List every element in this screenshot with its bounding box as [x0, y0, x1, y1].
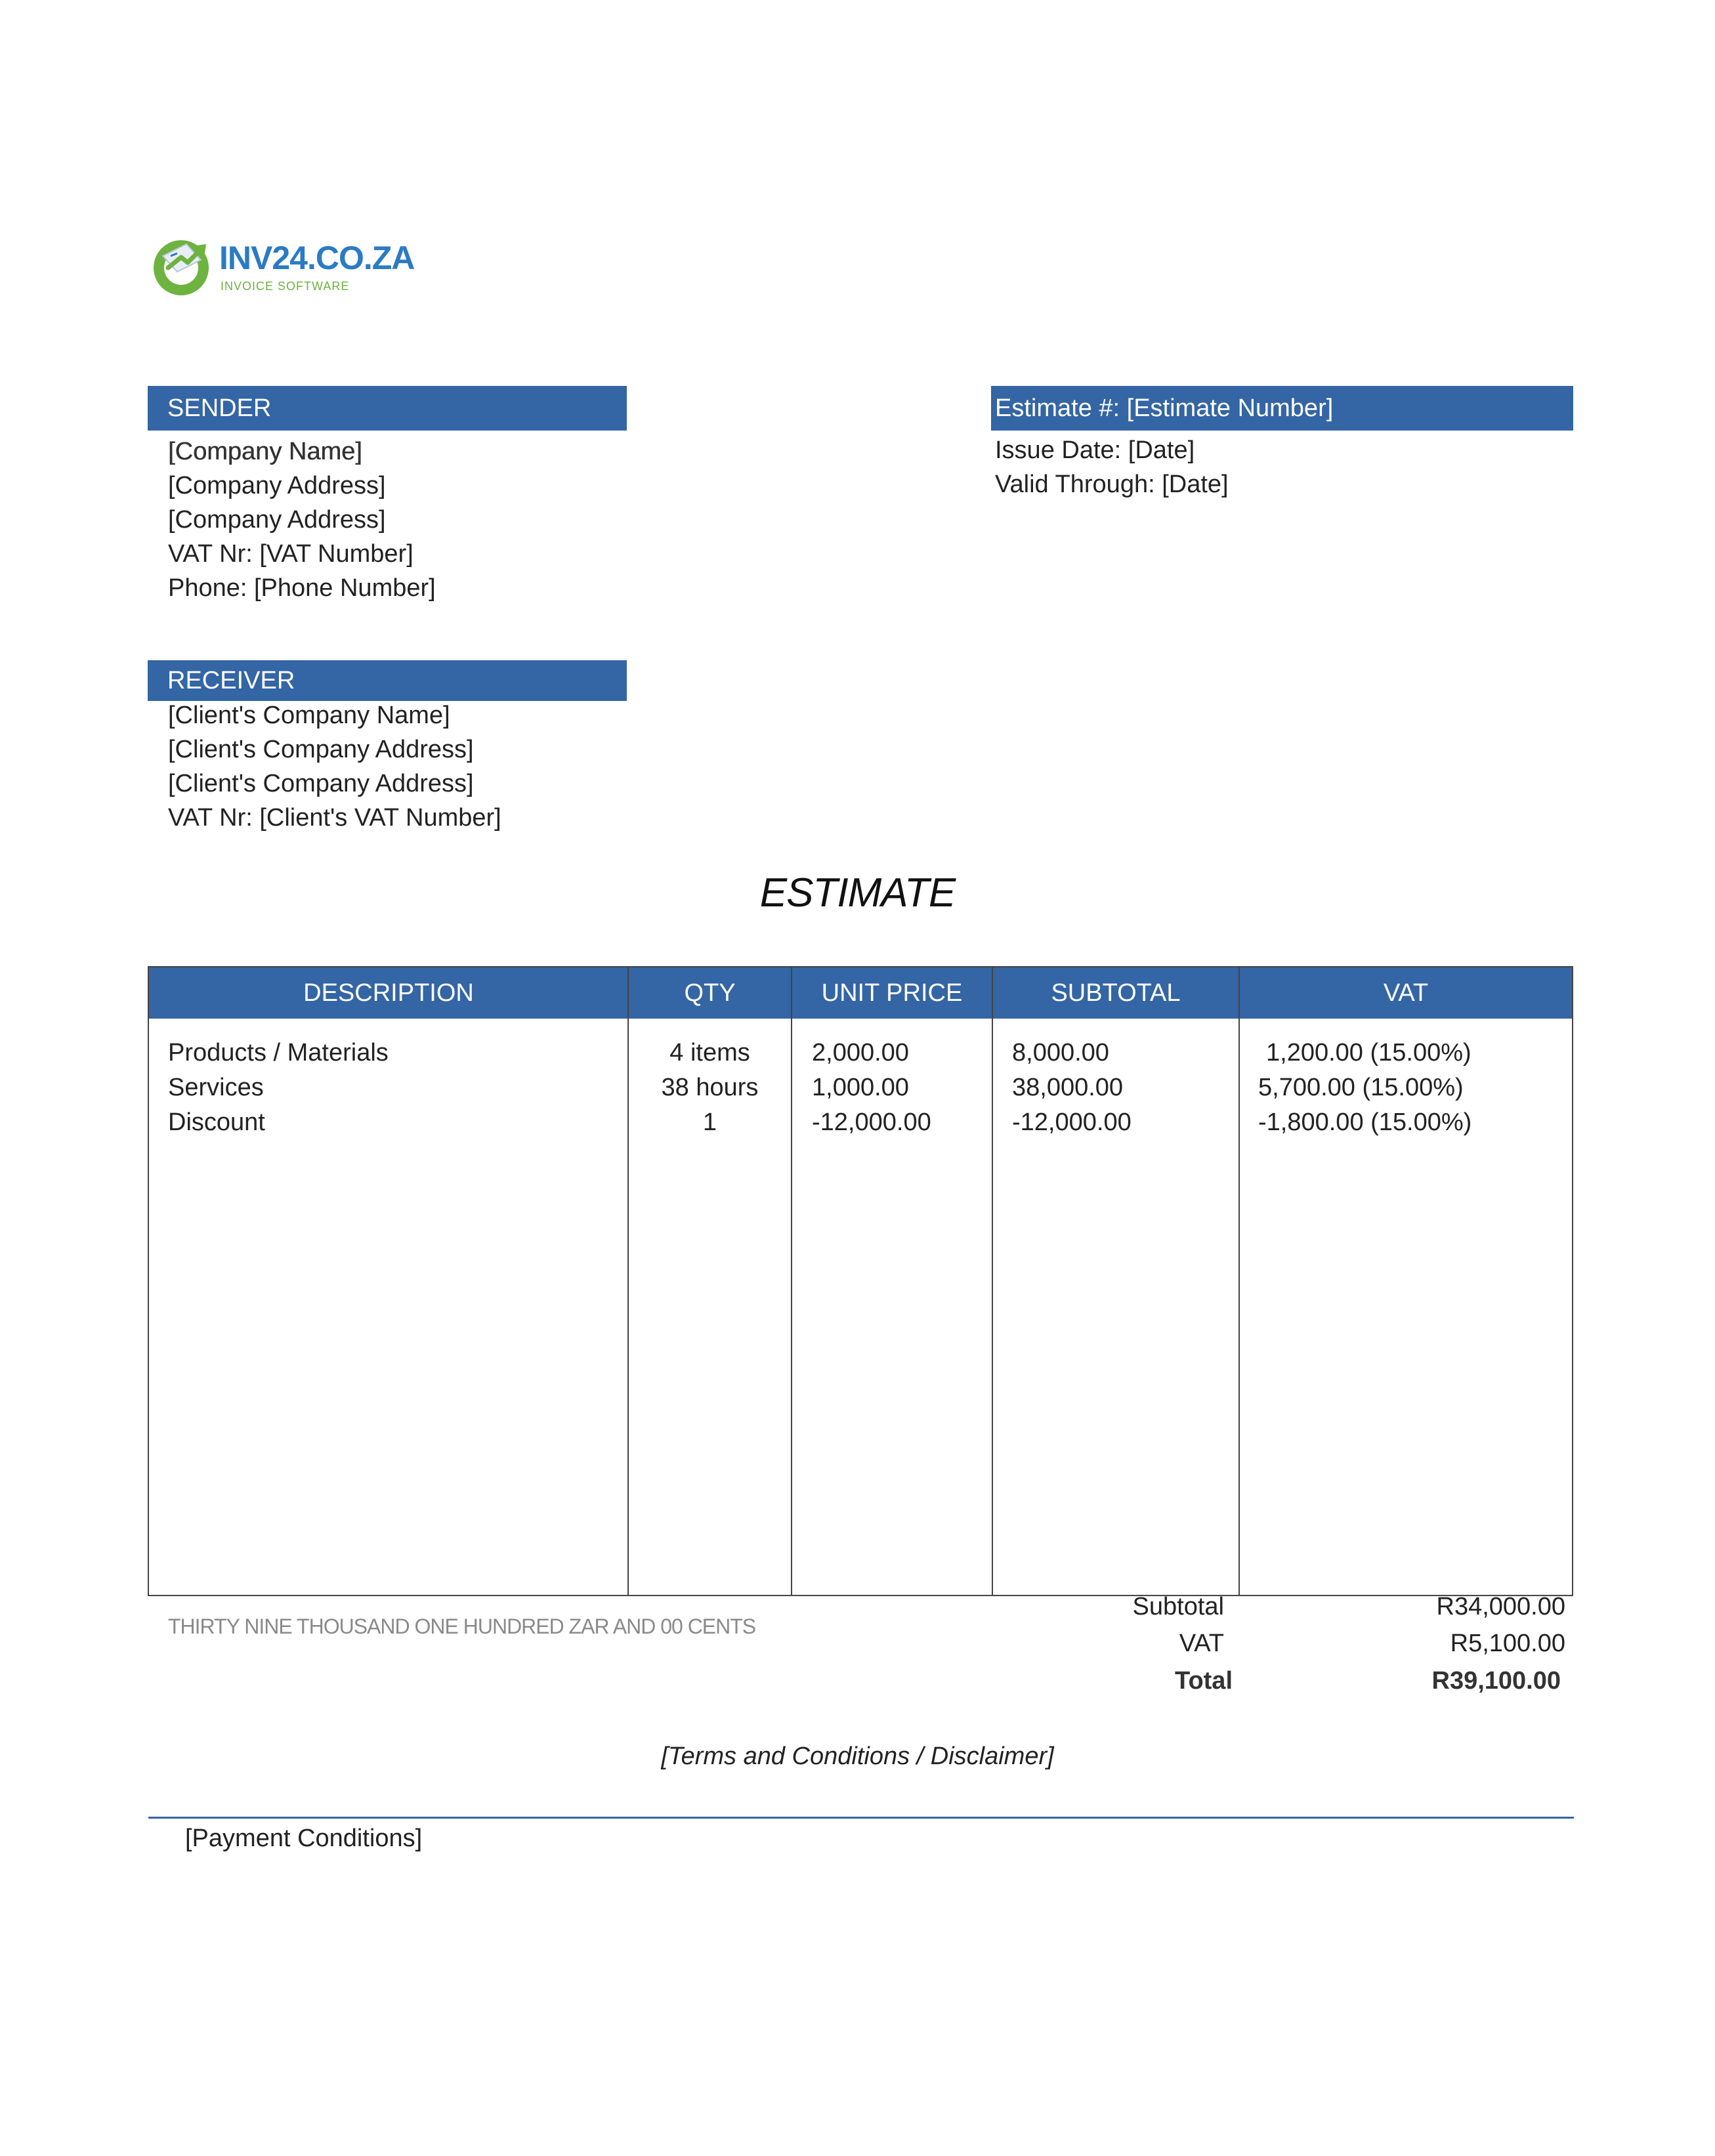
estimate-number-heading: Estimate #: [Estimate Number]: [991, 386, 1573, 431]
estimate-dates: [995, 433, 1229, 501]
column-header-unit-price: UNIT PRICE: [821, 979, 963, 1007]
row-3-vat: -1,800.00 (15.00%): [1258, 1109, 1472, 1136]
row-2-qty: 38 hours: [661, 1074, 759, 1101]
table-header-row: [149, 967, 1572, 1019]
terms-and-conditions: [Terms and Conditions / Disclaimer]: [661, 1743, 1054, 1770]
sender-company-name: [Company Name]: [168, 438, 362, 465]
row-3-subtotal: -12,000.00: [1012, 1109, 1132, 1136]
row-1-subtotal: 8,000.00: [1012, 1039, 1109, 1067]
valid-through-date: Valid Through: [Date]: [995, 471, 1229, 498]
row-1-qty: 4 items: [669, 1039, 750, 1067]
logo-emblem-icon: [148, 234, 217, 299]
subtotal-label: Subtotal: [1132, 1593, 1224, 1620]
company-logo: [148, 234, 415, 299]
receiver-company-name: [Client's Company Name]: [168, 702, 450, 729]
row-1-unit-price: 2,000.00: [812, 1039, 909, 1067]
sender-vat-number: VAT Nr: [VAT Number]: [168, 540, 413, 568]
column-header-description: DESCRIPTION: [303, 979, 474, 1007]
logo-tagline: INVOICE SOFTWARE: [221, 280, 350, 293]
row-2-subtotal: 38,000.00: [1012, 1074, 1124, 1101]
grand-total-label: Total: [1175, 1667, 1233, 1695]
column-divider: [992, 967, 993, 1595]
issue-date: Issue Date: [Date]: [995, 436, 1195, 464]
sender-address-line-1: [Company Address]: [168, 472, 386, 499]
sender-address-line-2: [Company Address]: [168, 506, 386, 534]
column-header-subtotal: SUBTOTAL: [1051, 979, 1181, 1007]
row-2-description: Services: [168, 1074, 264, 1101]
row-1-vat: 1,200.00 (15.00%): [1266, 1039, 1472, 1067]
logo-brand-text: INV24.CO.ZA: [219, 240, 415, 276]
row-3-unit-price: -12,000.00: [812, 1109, 931, 1136]
receiver-address-line-2: [Client's Company Address]: [168, 770, 474, 797]
row-2-vat: 5,700.00 (15.00%): [1258, 1074, 1464, 1101]
sender-details: [168, 434, 436, 605]
row-2-unit-price: 1,000.00: [812, 1074, 909, 1101]
vat-total-label: VAT: [1179, 1630, 1224, 1657]
document-title: ESTIMATE: [759, 870, 956, 916]
row-3-qty: 1: [702, 1109, 717, 1136]
column-divider: [791, 967, 792, 1595]
subtotal-value: R34,000.00: [1436, 1593, 1565, 1620]
amount-in-words: THIRTY NINE THOUSAND ONE HUNDRED ZAR AND 00 CENTS: [168, 1615, 756, 1638]
footer-divider: [148, 1817, 1574, 1819]
row-3-description: Discount: [168, 1109, 265, 1136]
row-1-description: Products / Materials: [168, 1039, 389, 1067]
grand-total-value: R39,100.00: [1431, 1667, 1561, 1695]
sender-phone: Phone: [Phone Number]: [168, 574, 436, 602]
column-header-qty: QTY: [684, 979, 736, 1007]
vat-total-value: R5,100.00: [1450, 1630, 1565, 1657]
sender-heading: SENDER: [148, 386, 627, 431]
receiver-heading: RECEIVER: [148, 660, 627, 701]
receiver-vat-number: VAT Nr: [Client's VAT Number]: [168, 804, 501, 832]
receiver-address-line-1: [Client's Company Address]: [168, 736, 474, 763]
items-table: [148, 966, 1573, 1596]
payment-conditions: [Payment Conditions]: [185, 1825, 423, 1852]
column-header-vat: VAT: [1383, 979, 1429, 1007]
column-divider: [1239, 967, 1240, 1595]
receiver-details: [168, 698, 501, 835]
